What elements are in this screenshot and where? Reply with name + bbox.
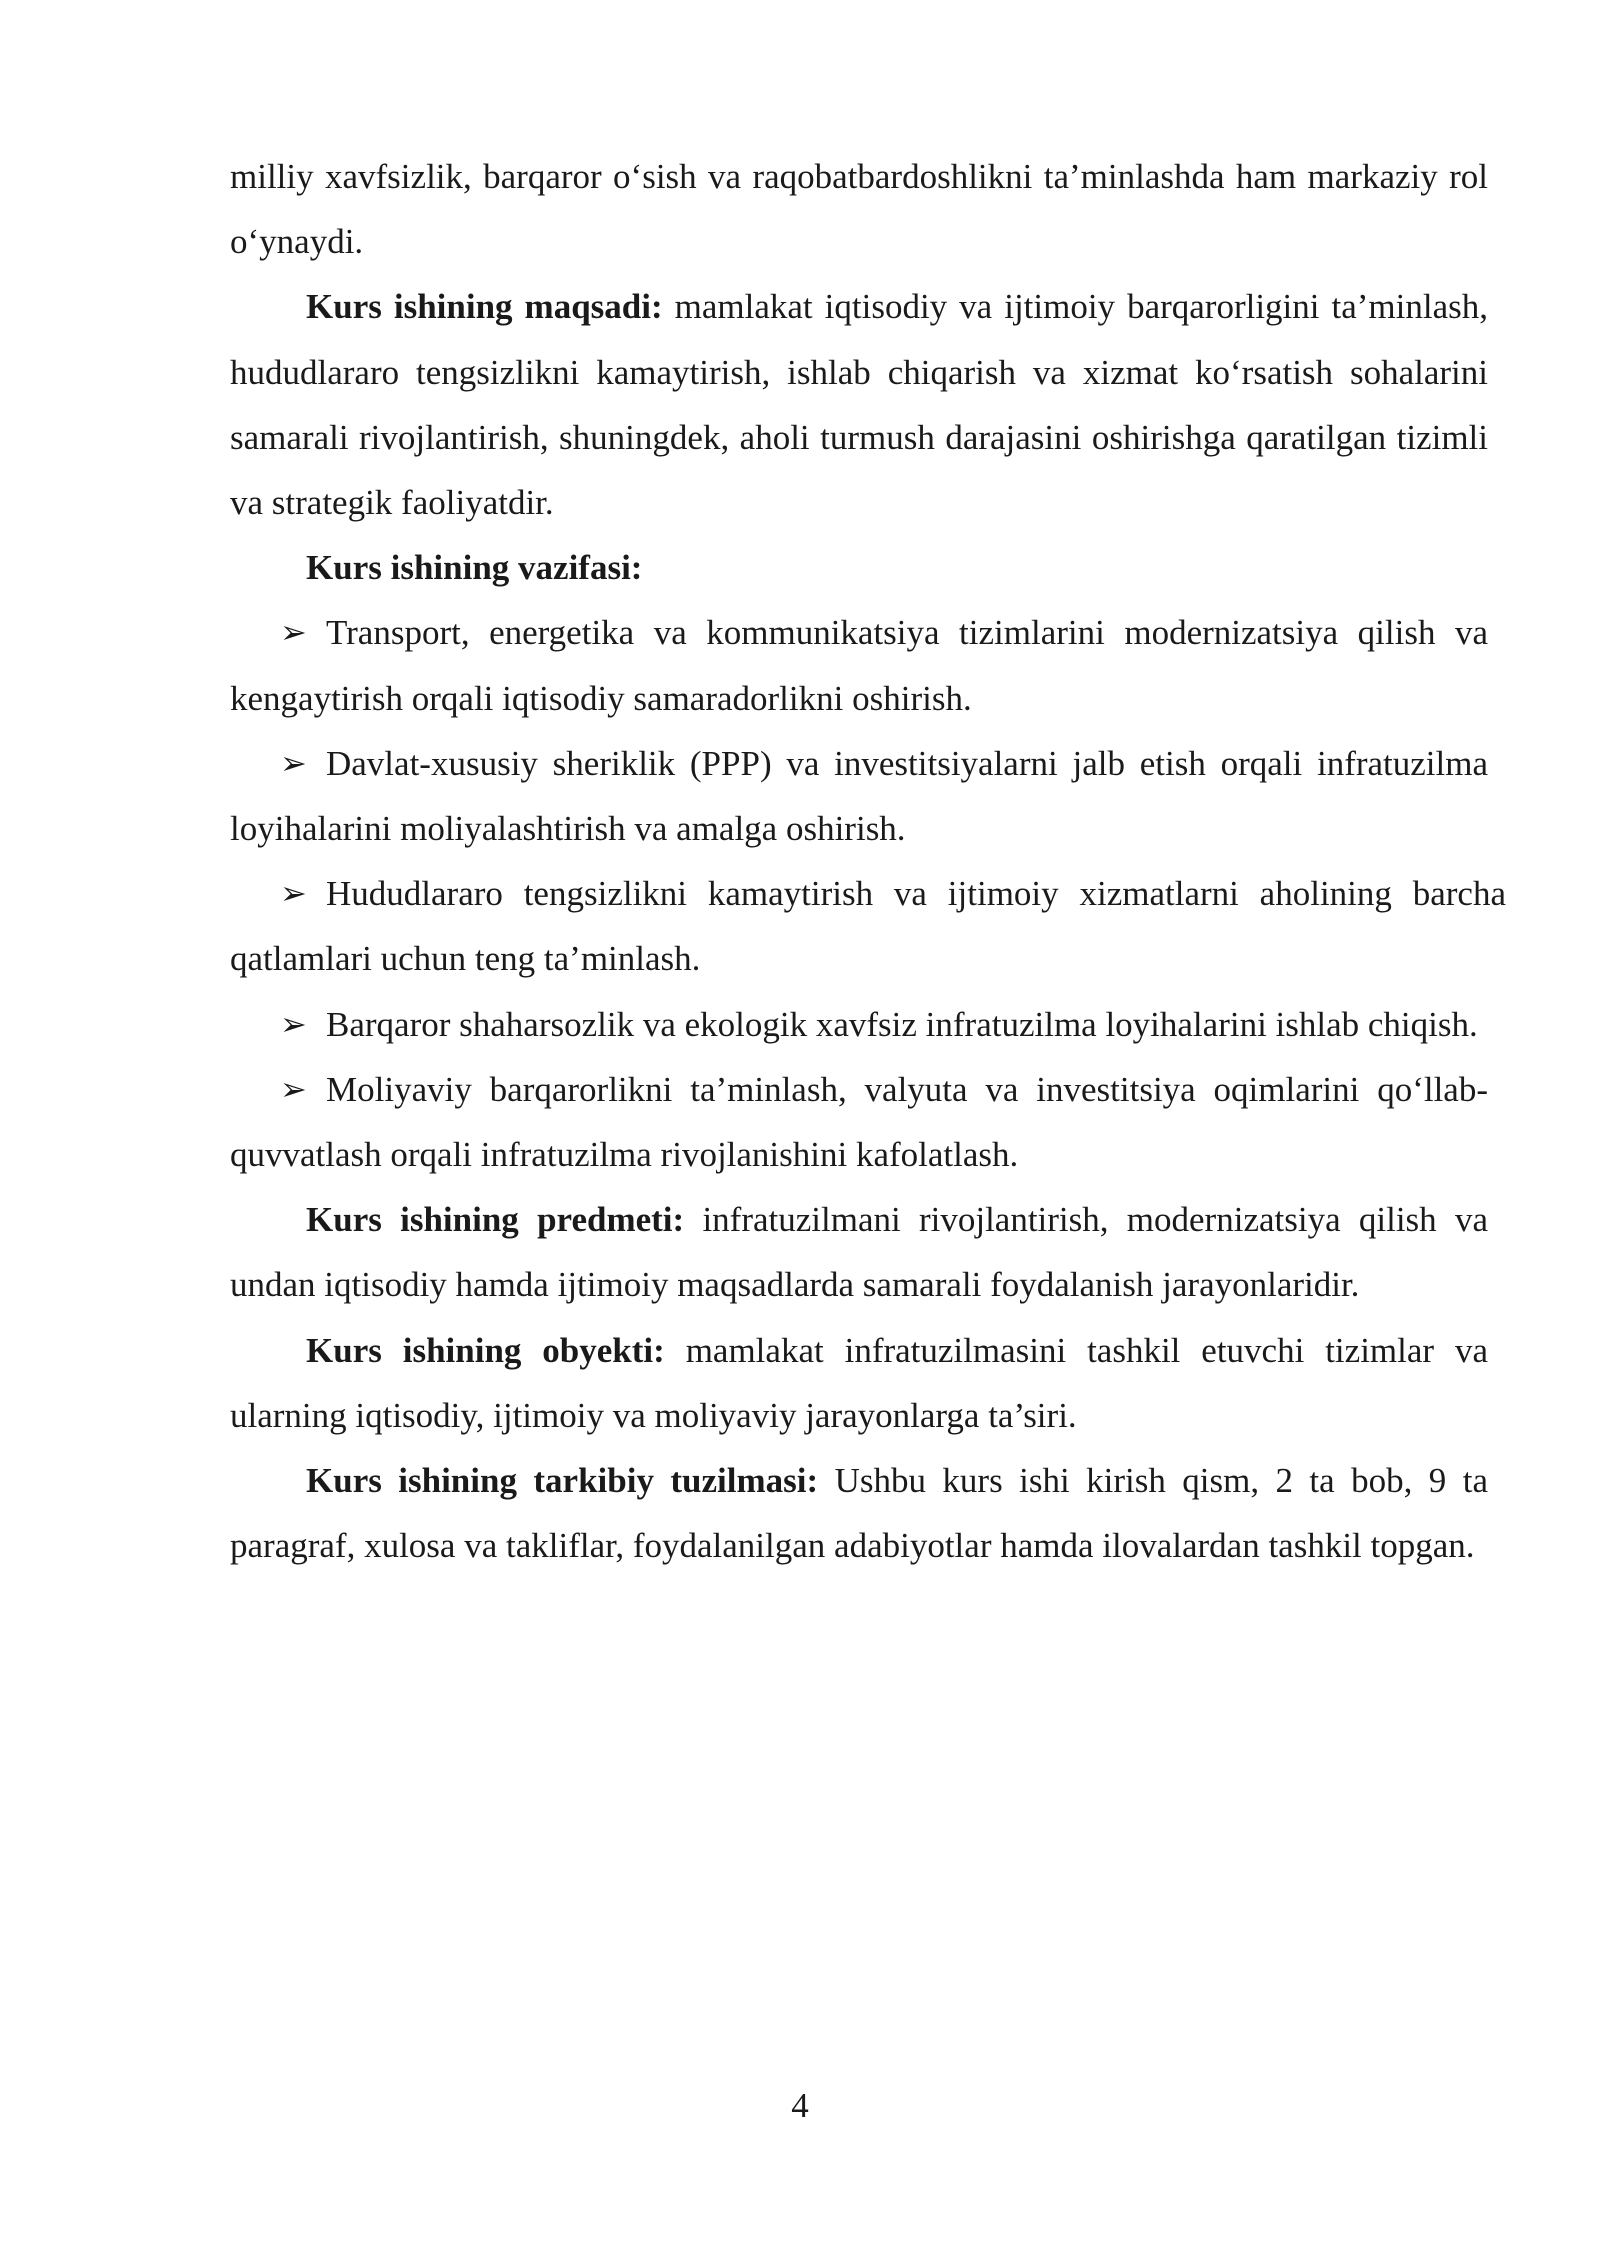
task-item: [230, 861, 1506, 991]
arrow-bullet-icon: ➢: [280, 614, 307, 651]
continuation-paragraph: milliy xavfsizlik, barqaror o‘sish va raqobatbardoshlikni ta’minlashda ham markaziy rol o‘ynaydi.: [230, 157, 1488, 262]
tasks-heading: [230, 535, 1488, 600]
subject-text: infratuzilmani rivojlantirish, modernizatsiya qilish va undan iqtisodiy hamda ijtimoiy maqsadlarda samarali foydalanish jarayonlaridir.: [230, 1200, 1488, 1305]
task-item-text: Moliyaviy barqarorlikni ta’minlash, valyuta va investitsiya oqimlarini qo‘llab-quvvatlash orqali infratuzilma rivojlanishini kafolatlash.: [230, 1069, 1488, 1175]
structure-label: Kurs ishining tarkibiy tuzilmasi:: [306, 1461, 819, 1501]
task-item-text: Transport, energetika va kommunikatsiya tizimlarini modernizatsiya qilish va kengaytirish orqali iqtisodiy samaradorlikni oshirish.: [230, 613, 1488, 718]
goal-label: Kurs ishining maqsadi:: [306, 287, 663, 327]
task-item-text: Barqaror shaharsozlik va ekologik xavfsiz infratuzilma loyihalarini ishlab chiqish.: [326, 1004, 1478, 1044]
arrow-bullet-icon: ➢: [280, 1070, 307, 1107]
task-item: [230, 992, 1488, 1057]
task-item-text: Hududlararo tengsizlikni kamaytirish va ijtimoiy xizmatlarni aholining barcha qatlamlari uchun teng ta’minlash.: [230, 874, 1506, 979]
arrow-bullet-icon: ➢: [280, 1005, 307, 1042]
structure-text: Ushbu kurs ishi kirish qism, 2 ta bob, 9 ta paragraf, xulosa va takliflar, foydalanilgan adabiyotlar hamda ilovalardan tashkil topgan.: [230, 1461, 1488, 1566]
arrow-bullet-icon: ➢: [280, 875, 307, 912]
page-body: [230, 144, 1506, 1578]
object-text: mamlakat infratuzilmasini tashkil etuvchi tizimlar va ularning iqtisodiy, ijtimoiy va moliyaviy jarayonlarga ta’siri.: [230, 1330, 1488, 1435]
subject-paragraph: [230, 1187, 1488, 1317]
tasks-label: Kurs ishining vazifasi:: [306, 548, 643, 588]
arrow-bullet-icon: ➢: [280, 744, 307, 781]
goal-text: mamlakat iqtisodiy va ijtimoiy barqarorligini ta’minlash, hududlararo tengsizlikni kamaytirish, ishlab chiqarish va xizmat ko‘rsatish sohalarini samarali rivojlantirish, shuningdek, aholi turmush darajasini oshirishga qaratilgan tizimli va strategik faoliyatdir.: [230, 287, 1488, 523]
task-item-text: Davlat-xususiy sheriklik (PPP) va investitsiyalarni jalb etish orqali infratuzilma loyihalarini moliyalashtirish va amalga oshirish.: [230, 743, 1488, 849]
task-item: [230, 1057, 1488, 1187]
subject-label: Kurs ishining predmeti:: [306, 1200, 685, 1240]
structure-paragraph: [230, 1448, 1488, 1578]
goal-paragraph: [230, 274, 1488, 535]
page-number: 4: [791, 2086, 809, 2125]
object-label: Kurs ishining obyekti:: [306, 1330, 665, 1370]
object-paragraph: [230, 1318, 1488, 1448]
task-item: [230, 600, 1488, 730]
task-item: [230, 731, 1488, 861]
